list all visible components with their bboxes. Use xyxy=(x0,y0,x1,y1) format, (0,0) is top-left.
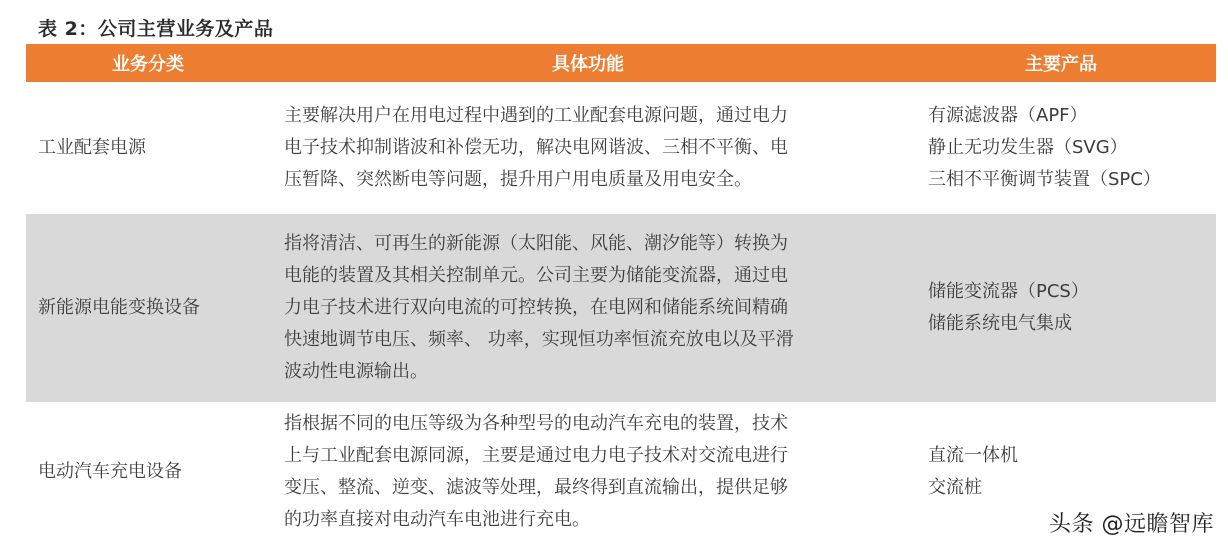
product-item: 直流一体机 xyxy=(928,445,1018,466)
product-item: 静止无功发生器（SVG） xyxy=(928,137,1128,158)
function-line: 力电子技术进行双向电流的可控转换，在电网和储能系统间精确 xyxy=(284,297,788,318)
watermark: 头条 @远瞻智库 xyxy=(1049,512,1214,537)
function-line: 指根据不同的电压等级为各种型号的电动汽车充电的装置，技术 xyxy=(284,413,788,434)
product-item: 储能系统电气集成 xyxy=(928,313,1072,334)
function-line: 指将清洁、可再生的新能源（太阳能、风能、潮汐能等）转换为 xyxy=(284,233,788,254)
function-line: 主要解决用户在用电过程中遇到的工业配套电源问题，通过电力 xyxy=(284,105,788,126)
row-products xyxy=(906,100,1216,196)
product-item: 交流桩 xyxy=(928,477,982,498)
table-row xyxy=(26,82,1216,214)
table-row xyxy=(26,402,1216,542)
function-line: 压暂降、突然断电等问题，提升用户用电质量及用电安全。 xyxy=(284,169,752,190)
header-function: 具体功能 xyxy=(552,54,624,75)
product-item: 储能变流器（PCS） xyxy=(928,281,1089,302)
business-table xyxy=(26,44,1216,542)
table-header xyxy=(26,44,1216,82)
table-row xyxy=(26,214,1216,402)
function-line: 波动性电源输出。 xyxy=(284,361,428,382)
row-function xyxy=(270,408,906,536)
table-caption: 表 2：公司主营业务及产品 xyxy=(38,18,274,40)
product-item: 三相不平衡调节装置（SPC） xyxy=(928,169,1161,190)
row-products xyxy=(906,440,1216,504)
row-function xyxy=(270,100,906,196)
row-function xyxy=(270,228,906,388)
row-category: 电动汽车充电设备 xyxy=(38,461,182,482)
header-category: 业务分类 xyxy=(112,54,184,75)
row-products xyxy=(906,276,1216,340)
function-line: 电子技术抑制谐波和补偿无功，解决电网谐波、三相不平衡、电 xyxy=(284,137,788,158)
function-line: 上与工业配套电源同源，主要是通过电力电子技术对交流电进行 xyxy=(284,445,788,466)
row-category: 新能源电能变换设备 xyxy=(38,297,200,318)
product-item: 有源滤波器（APF） xyxy=(928,105,1088,126)
row-category: 工业配套电源 xyxy=(38,137,146,158)
function-line: 变压、整流、逆变、滤波等处理，最终得到直流输出，提供足够 xyxy=(284,477,788,498)
header-products: 主要产品 xyxy=(1025,54,1097,75)
function-line: 电能的装置及其相关控制单元。公司主要为储能变流器，通过电 xyxy=(284,265,788,286)
function-line: 的功率直接对电动汽车电池进行充电。 xyxy=(284,509,590,530)
function-line: 快速地调节电压、频率、 功率，实现恒功率恒流充放电以及平滑 xyxy=(284,329,794,350)
